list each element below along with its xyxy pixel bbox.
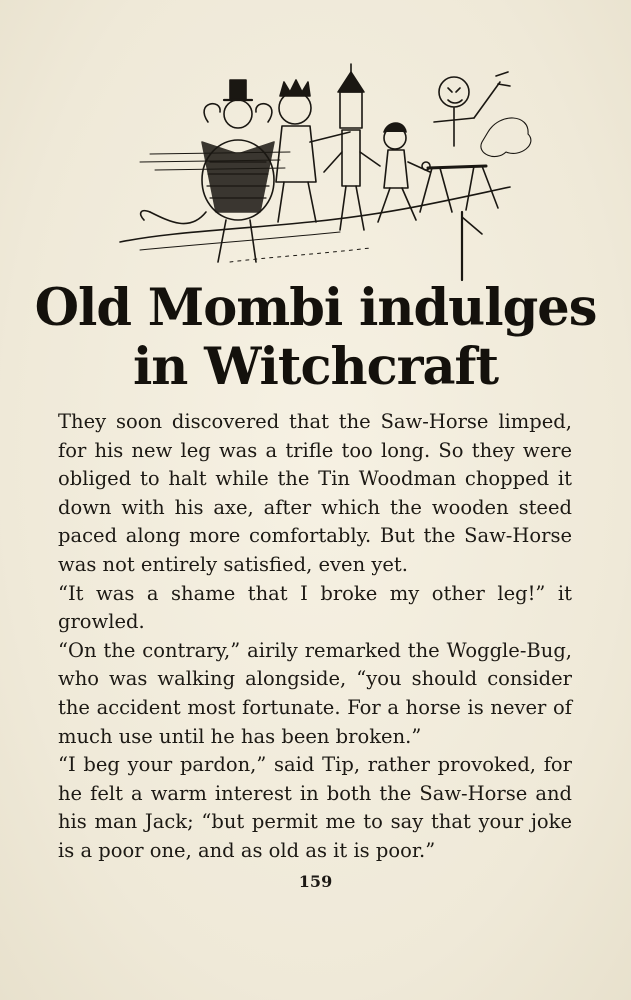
chapter-title-line-1: Old Mombi indulges <box>34 278 597 338</box>
chapter-title-line-2: in Witchcraft <box>132 337 499 397</box>
paragraph-4: “I beg your pardon,” said Tip, rather provoked, for he felt a warm interest in both the Saw-Horse and his man Jack; “but permit me to say that your joke is a poor one, and as old as it is poor.” <box>58 753 572 862</box>
paragraph-1: They soon discovered that the Saw-Horse limped, for his new leg was a trifle too long. So they were obliged to halt while the Tin Woodman chopped it down with his axe, after which the wooden steed paced along more comfortably. But the Saw-Horse was not entirely satisfied, even yet. <box>58 410 572 576</box>
page-number: 159 <box>298 872 333 891</box>
paragraph-3: “On the contrary,” airily remarked the Woggle-Bug, who was walking alongside, “you should consider the accident most fortunate. For a horse is never of much use until he has been broken.” <box>58 638 572 748</box>
chapter-body <box>58 408 572 866</box>
paragraph-2: “It was a shame that I broke my other leg!” it growled. <box>58 581 572 634</box>
chapter-illustration <box>110 62 540 282</box>
